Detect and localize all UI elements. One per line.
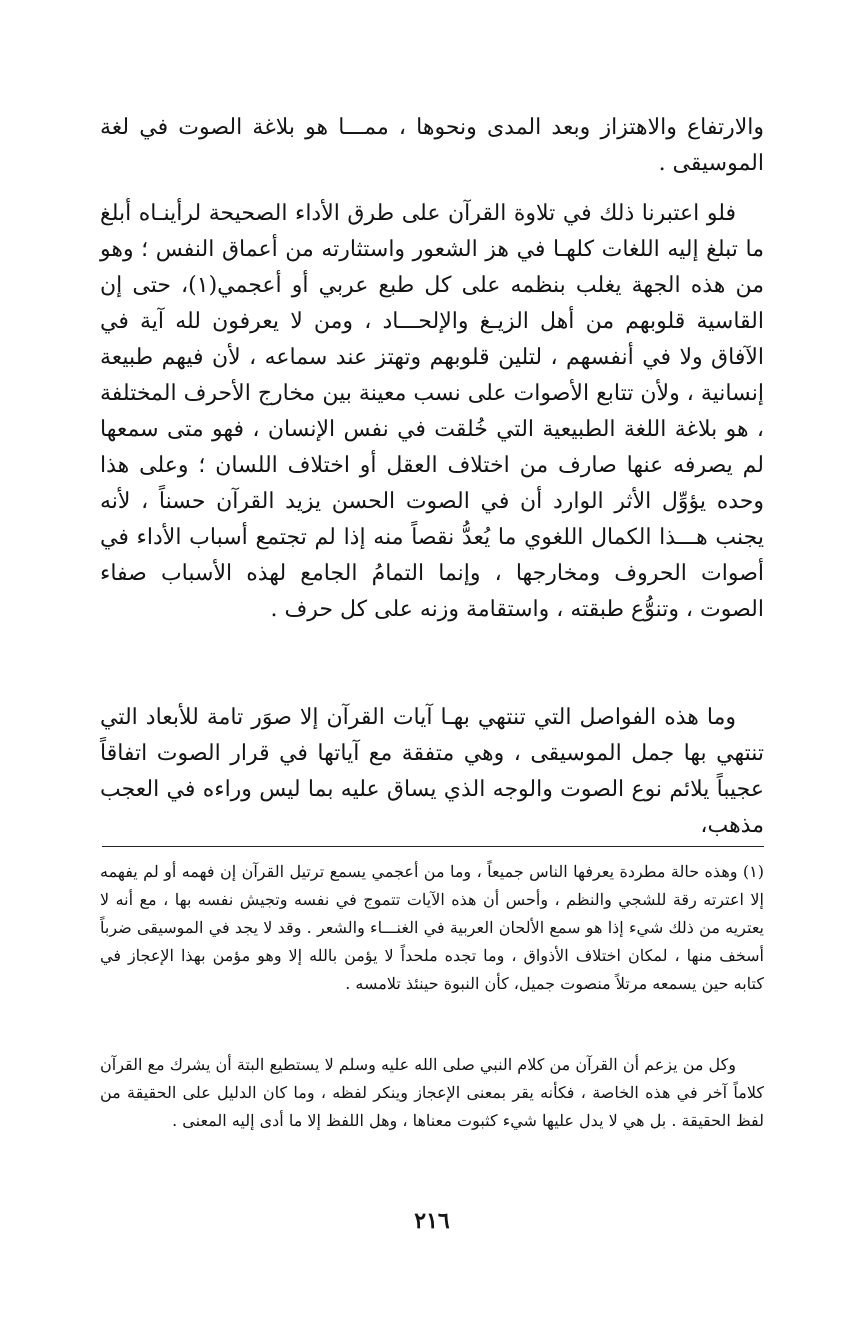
paragraph-quran-recitation: فلو اعتبرنا ذلك في تلاوة القرآن على طرق الأداء الصحيحة لرأينـاه أبلغ ما تبلغ إليه اللغات كلهـا في هز الشعور واستثارته من أعماق النفس ؛ وهو من هذه الجهة يغلب بنظمه على كل طبع عربي أو أعجمي(١)، حتى إن القاسية قلوبهم من أهل الزيـغ والإلحـــاد ، ومن لا يعرفون لله آية في الآفاق ولا في أنفسهم ، لتلين قلوبهم وتهتز عند سماعه ، لأن فيهم طبيعة إنسانية ، ولأن تتابع الأصوات على نسب معينة بين مخارج الأحرف المختلفة ، هو بلاغة اللغة الطبيعية التي خُلقت في نفس الإنسان ، فهو متى سمعها لم يصرفه عنها صارف من اختلاف العقل أو اختلاف اللسان ؛ وعلى هذا وحده يؤوِّل الأثر الوارد أن في الصوت الحسن يزيد القرآن حسناً ، لأنه يجنب هـــذا الكمال اللغوي ما يُعدُّ نقصاً منه إذا لم تجتمع أسباب الأداء في أصوات الحروف ومخارجها ، وإنما التمامُ الجامع لهذه الأسباب صفاء الصوت ، وتنوُّع طبقته ، واستقامة وزنه على كل حرف .: [100, 201, 765, 622]
footnote-1: (١) وهذه حالة مطردة يعرفها الناس جميعاً ، وما من أعجمي يسمع ترتيل القرآن إن فهمه أو لم يفهمه إلا اعترته رقة للشجي والنظم ، وأحس أن هذه الآيات تتموج في نفسه وتجيش نفسه بها ، مع أنه لا يعتريه من ذلك شيء إذا هو سمع الألحان العربية في الغنـــاء والشعر . وقد لا يجد في الموسيقى ضرباً أسخف منها ، لمكان اختلاف الأذواق ، وما تجده ملحداً لا يؤمن بالله إلا وهو مؤمن بهذا الإعجاز في كتابه حين يسمعه مرتلاً منصوت جميل، كأن النبوة حينئذ تلامسه .: [100, 862, 764, 993]
footnote-separator: [102, 846, 764, 847]
paragraph-music-eloquence: والارتفاع والاهتزاز وبعد المدى ونحوها ، ممـــا هو بلاغة الصوت في لغة الموسيقى .: [100, 115, 765, 176]
footnote-continuation: وكل من يزعم أن القرآن من كلام النبي صلى الله عليه وسلم لا يستطيع البتة أن يشرك مع القرآن كلاماً آخر في هذه الخاصة ، فكأنه يقر بمعنى الإعجاز وينكر لفظه ، وما كان الدليل على الحقيقة من لفظ الحقيقة . بل هي لا يدل عليها شيء كثبوت معناها ، وهل اللفظ إلا ما أدى إليه المعنى .: [100, 1055, 764, 1130]
paragraph-verse-endings: وما هذه الفواصل التي تنتهي بهـا آيات القرآن إلا صوَر تامة للأبعاد التي تنتهي بها جمل الموسيقى ، وهي متفقة مع آياتها في قرار الصوت اتفاقاً عجيباً يلائم نوع الصوت والوجه الذي يساق عليه بما ليس وراءه في العجب مذهب،: [100, 705, 764, 838]
page-number: ٢١٦: [414, 1208, 450, 1234]
